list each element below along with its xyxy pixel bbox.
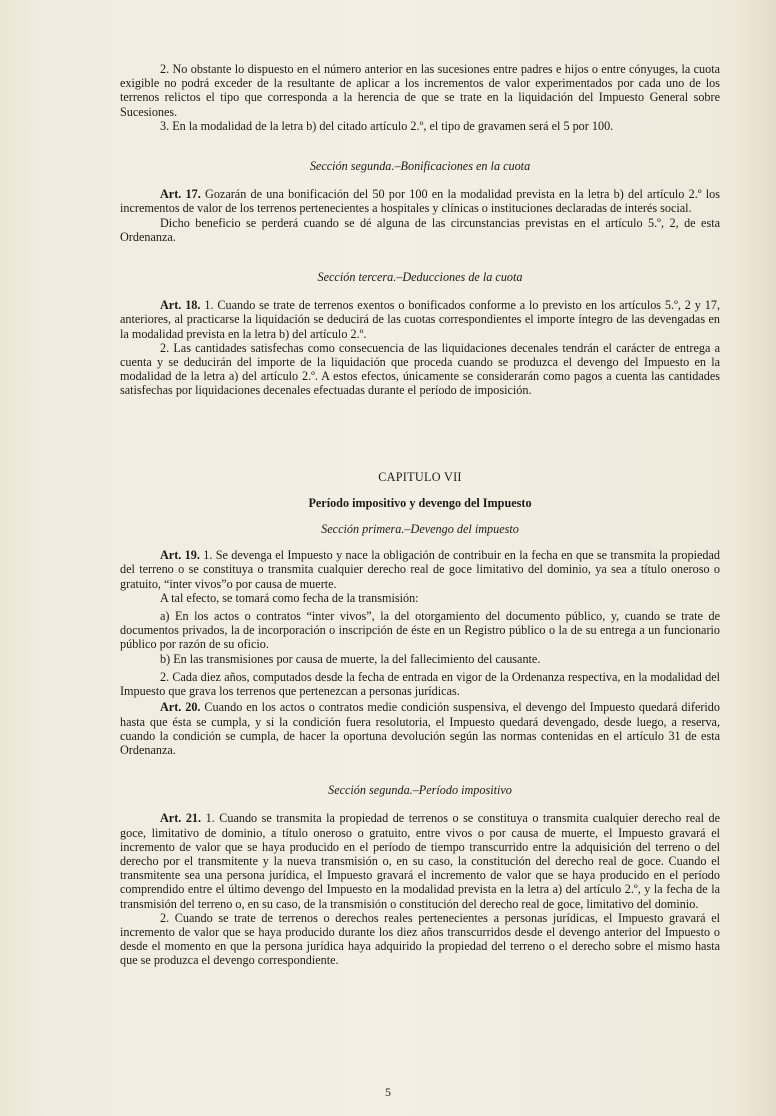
article-17-text: Gozarán de una bonificación del 50 por 100 en la modalidad prevista en la letra b) del artículo 2.º los incrementos de valor de los terrenos pertenecientes a hospitales y clínicas o instituciones declaradas de interés social. xyxy=(120,187,720,216)
section-heading-deducciones: Sección tercera.–Deducciones de la cuota xyxy=(317,270,523,285)
article-21 xyxy=(120,811,720,910)
article-19-item-a: a) En los actos o contratos “inter vivos”, la del otorgamiento del documento público, y, cuando se trate de documentos privados, la de incorporación o inscripción de éste en un Registro público o la de su entrega a un funcionario público por razón de su oficio. xyxy=(120,609,720,652)
article-19 xyxy=(120,548,720,591)
article-21-paragraph-2: 2. Cuando se trate de terrenos o derechos reales pertenecientes a personas jurídicas, el Impuesto gravará el incremento de valor que se haya producido durante los diez años transcurridos desde el devengo anterior del Impuesto o desde el momento en que la persona jurídica haya adquirido la propiedad del terreno o el derecho sobre el mismo hasta que se produzca el devengo correspondiente. xyxy=(120,910,720,968)
article-18 xyxy=(120,298,720,341)
section-heading-periodo: Sección segunda.–Período impositivo xyxy=(328,783,512,798)
article-20 xyxy=(120,700,720,757)
section-heading-devengo: Sección primera.–Devengo del impuesto xyxy=(321,522,519,537)
chapter-label: CAPITULO VII xyxy=(378,469,462,484)
paragraph-16-3: 3. En la modalidad de la letra b) del citado artículo 2.º, el tipo de gravamen será el 5 por 100. xyxy=(160,118,614,133)
chapter-title: Período impositivo y devengo del Impuesto xyxy=(308,495,532,510)
article-19-paragraph-2: A tal efecto, se tomará como fecha de la transmisión: xyxy=(160,590,419,605)
article-17 xyxy=(120,187,720,215)
article-19-label: Art. 19. xyxy=(160,548,200,563)
article-18-paragraph-2: 2. Las cantidades satisfechas como consecuencia de las liquidaciones decenales tendrán el carácter de entrega a cuenta y se deducirán del importe de la liquidación que proceda cuando se produzca el devengo del Impuesto en la modalidad de la letra a) del artículo 2.º. A estos efectos, únicamente se considerarán como pagos a cuenta las cantidades satisfechas por liquidaciones decenales efectuadas durante el período de imposición. xyxy=(120,340,720,398)
article-19-text: 1. Se devenga el Impuesto y nace la obligación de contribuir en la fecha en que se transmita la propiedad del terreno o se constituya o transmita cualquier derecho real de goce limitativo del dominio, ya sea a título oneroso o gratuito, “inter vivos”o por causa de muerte. xyxy=(120,548,720,591)
article-18-text: 1. Cuando se trate de terrenos exentos o bonificados conforme a lo previsto en los artículos 5.º, 2 y 17, anteriores, al practicarse la liquidación se deducirá de las cuotas correspondientes el importe íntegro de las devengadas en la modalidad prevista en la letra b) del artículo 2.º. xyxy=(120,298,720,341)
article-17-paragraph-2: Dicho beneficio se perderá cuando se dé alguna de las circunstancias previstas en el artículo 5.º, 2, de esta Ordenanza. xyxy=(120,215,720,244)
article-20-label: Art. 20. xyxy=(160,700,201,715)
page-number: 5 xyxy=(385,1085,391,1099)
paragraph-16-2: 2. No obstante lo dispuesto en el número anterior en las sucesiones entre padres e hijos o entre cónyuges, la cuota exigible no podrá exceder de la resultante de aplicar a los incrementos de valor experimentados por cada uno de los terrenos relictos el tipo que corresponda a la herencia de que se trate en la liquidación del Impuesto General sobre Sucesiones. xyxy=(120,62,720,119)
article-21-text: 1. Cuando se transmita la propiedad de terrenos o se constituya o transmita cualquier derecho real de goce, limitativo de dominio, a título oneroso o gratuito, entre vivos o por causa de muerte, el Impuesto gravará el incremento de valor que se haya producido en el período de tiempo transcurrido entre la adquisición del terreno o del derecho por el transmitente y la nueva transmisión o, en su caso, la constitución del derecho real de goce. Cuando el transmitente sea una persona jurídica, el Impuesto gravará el incremento de valor que se haya producido en el período comprendido entre el último devengo del Impuesto en la modalidad prevista en la letra a) del artículo 2.º, y la fecha de la transmisión del terreno o, en su caso, de la transmisión o constitución del derecho real de goce, limitativo del dominio. xyxy=(120,811,720,911)
article-17-label: Art. 17. xyxy=(160,187,201,202)
article-18-label: Art. 18. xyxy=(160,298,201,313)
article-19-item-b: b) En las transmisiones por causa de muerte, la del fallecimiento del causante. xyxy=(160,651,541,666)
article-21-label: Art. 21. xyxy=(160,811,202,826)
article-20-text: Cuando en los actos o contratos medie condición suspensiva, el devengo del Impuesto quedará diferido hasta que ésta se cumpla, y si la condición fuera resolutoria, el Impuesto quedará devengado, desde luego, a reserva, cuando la condición se cumpla, de hacer la oportuna devolución según las normas contenidas en el artículo 31 de esta Ordenanza. xyxy=(120,700,720,757)
article-19-paragraph-3: 2. Cada diez años, computados desde la fecha de entrada en vigor de la Ordenanza respectiva, en la modalidad del Impuesto que grava los terrenos que pertenezcan a personas jurídicas. xyxy=(120,669,720,699)
section-heading-bonificaciones: Sección segunda.–Bonificaciones en la cuota xyxy=(309,159,531,174)
